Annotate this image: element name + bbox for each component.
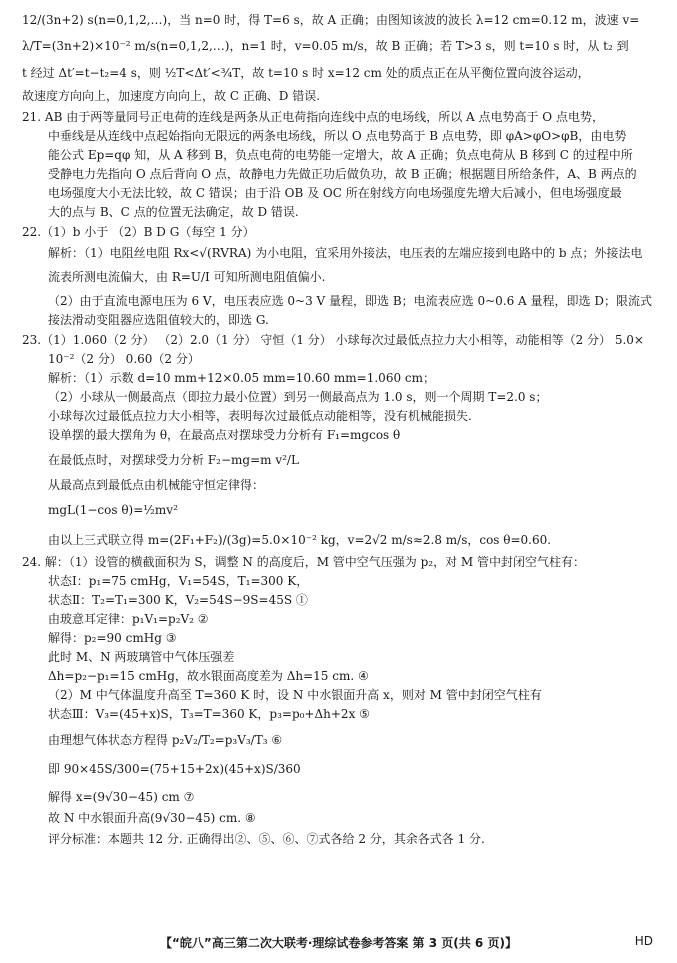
text-line: 状态Ⅰ：p₁=75 cmHg，V₁=54S，T₁=300 K， xyxy=(48,574,309,588)
text-line: 即 90×45S/300=(75+15+2x)(45+x)S/360 xyxy=(48,762,301,776)
footer-code: HD xyxy=(634,934,653,948)
text-line: 设单摆的最大摆角为 θ，在最高点对摆球受力分析有 F₁=mgcos θ xyxy=(48,428,401,442)
text-line: 解得：p₂=90 cmHg ③ xyxy=(48,631,177,645)
text-line: Δh=p₂−p₁=15 cmHg，故水银面高度差为 Δh=15 cm. ④ xyxy=(48,669,369,683)
text-line: 22.（1）b 小于 （2）B D G（每空 1 分） xyxy=(22,225,255,239)
text-line: 21. AB 由于两等量同号正电荷的连线是两条从正电荷指向连线中点的电场线，所以 A 点电势高于 O 点电势， xyxy=(22,110,604,124)
text-line: 解析：（1）电阻丝电阻 Rx<√(RVRA) 为小电阻，宜采用外接法，电压表的左端应接到电路中的 b 点；外接法电 xyxy=(48,246,643,260)
text-line: 接法滑动变阻器应选阻值较大的，即选 G. xyxy=(48,313,269,327)
text-line: 此时 M、N 两玻璃管中气体压强差 xyxy=(48,650,235,664)
text-line: 10⁻²（2 分） 0.60（2 分） xyxy=(48,352,200,366)
text-line: 状态Ⅲ：V₃=(45+x)S，T₃=T=360 K，p₃=p₀+Δh+2x ⑤ xyxy=(48,707,370,721)
text-line: 大的点与 B、C 点的位置无法确定，故 D 错误. xyxy=(48,205,299,219)
answer-content xyxy=(22,6,658,845)
text-line: （2）由于直流电源电压为 6 V，电压表应选 0~3 V 量程，即选 B；电流表应选 0~0.6 A 量程，即选 D；限流式 xyxy=(48,294,652,308)
text-line: 评分标准：本题共 12 分. 正确得出②、⑤、⑥、⑦式各给 2 分，其余各式各 1 分. xyxy=(48,832,485,846)
text-line: λ/T=(3n+2)×10⁻² m/s(n=0,1,2,…)，n=1 时，v=0.05 m/s，故 B 正确；若 T>3 s，则 t=10 s 时，从 t₂ 到 xyxy=(22,39,629,53)
text-line: （2）小球从一侧最高点（即拉力最小位置）到另一侧最高点为 1.0 s，则一个周期 T=2.0 s； xyxy=(48,390,548,404)
text-line: 解得 x=(9√30−45) cm ⑦ xyxy=(48,790,195,804)
text-line: 由理想气体状态方程得 p₂V₂/T₂=p₃V₃/T₃ ⑥ xyxy=(48,733,283,747)
text-line: 故速度方向向上，加速度方向向上，故 C 正确、D 错误. xyxy=(22,89,321,103)
text-line: mgL(1−cos θ)=½mv² xyxy=(48,503,178,517)
text-line: 解析：（1）示数 d=10 mm+12×0.05 mm=10.60 mm=1.060 cm； xyxy=(48,371,436,385)
text-line: （2）M 中气体温度升高至 T=360 K 时，设 N 中水银面升高 x，则对 M 管中封闭空气柱有 xyxy=(48,688,542,702)
text-line: 中垂线是从连线中点起始指向无限远的两条电场线，所以 O 点电势高于 B 点电势，即 φA>φO>φB，由电势 xyxy=(48,129,627,143)
text-line: 小球每次过最低点拉力大小相等，表明每次过最低点动能相等，没有机械能损失. xyxy=(48,409,472,423)
text-line: 电场强度大小无法比较，故 C 错误；由于沿 OB 及 OC 所在射线方向电场强度先增大后减小，但电场强度最 xyxy=(48,186,622,200)
text-line: 受静电力先指向 O 点后背向 O 点，故静电力先做正功后做负功，故 B 正确；根据题目所给条件，A、B 两点的 xyxy=(48,167,637,181)
text-line: 流表所测电流偏大，由 R=U/I 可知所测电阻值偏小. xyxy=(48,270,326,284)
text-line: 24. 解：（1）设管的横截面积为 S，调整 N 的高度后，M 管中空气压强为 p₂，对 M 管中封闭空气柱有： xyxy=(22,555,586,569)
text-line: 由玻意耳定律：p₁V₁=p₂V₂ ② xyxy=(48,612,209,626)
text-line: 故 N 中水银面升高(9√30−45) cm. ⑧ xyxy=(48,811,256,825)
text-line: 在最低点时，对摆球受力分析 F₂−mg=m v²/L xyxy=(48,453,299,467)
text-line: 能公式 Ep=qφ 知，从 A 移到 B，负点电荷的电势能一定增大，故 A 正确；负点电荷从 B 移到 C 的过程中所 xyxy=(48,148,633,162)
text-line: 12/(3n+2) s(n=0,1,2,…)，当 n=0 时，得 T=6 s，故 A 正确；由图知该波的波长 λ=12 cm=0.12 m，波速 v= xyxy=(22,13,640,27)
page-footer: 【“皖八”高三第二次大联考·理综试卷参考答案 第 3 页(共 6 页)】 xyxy=(160,936,517,950)
text-line: 状态Ⅱ：T₂=T₁=300 K，V₂=54S−9S=45S ① xyxy=(48,593,308,607)
text-line: t 经过 Δt′=t−t₂=4 s，则 ½T<Δt′<¾T，故 t=10 s 时 x=12 cm 处的质点正在从平衡位置向波谷运动， xyxy=(22,66,590,80)
text-line: 23.（1）1.060（2 分） （2）2.0（1 分） 守恒（1 分） 小球每次过最低点拉力大小相等，动能相等（2 分） 5.0× xyxy=(22,333,644,347)
text-line: 由以上三式联立得 m=(2F₁+F₂)/(3g)=5.0×10⁻² kg，v=2√2 m/s≈2.8 m/s，cos θ=0.60. xyxy=(48,533,552,547)
text-line: 从最高点到最低点由机械能守恒定律得： xyxy=(48,478,265,492)
